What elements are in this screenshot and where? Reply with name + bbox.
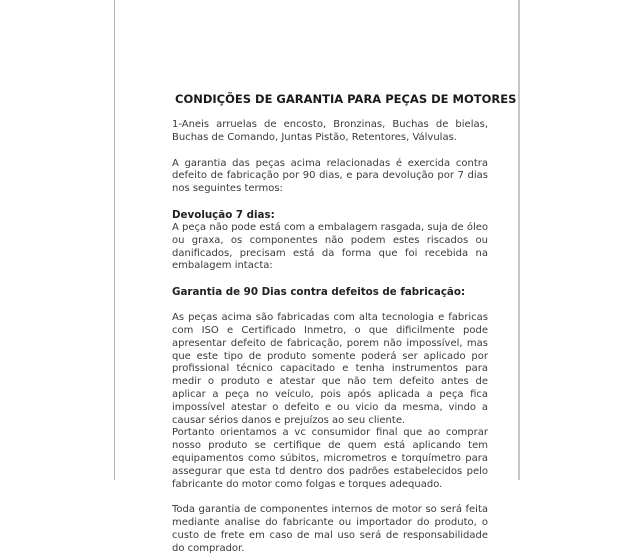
warranty-intro-paragraph: A garantia das peças acima relacionadas é exercida contra defeito de fabricação por 90 dias, e para devolução por 7 dias nos seguintes termos: xyxy=(172,157,488,195)
document-page xyxy=(114,0,520,554)
parts-list-paragraph: 1-Aneis arruelas de encosto, Bronzinas, Buchas de bielas, Buchas de Comando, Juntas Pistão, Retentores, Válvulas. xyxy=(172,119,488,143)
section-body-garantia-90-dias: As peças acima são fabricadas com alta tecnologia e fabricas com ISO e Certificado Inmetro, o que dificilmente pode apresentar defeito de fabricação, porem não impossível, mas que este tipo de produto somente poderá ser aplicado por profissional técnico capacitado e tenha instrumentos para medir o produto e atestar que não tem defeito antes de aplicar a peça no veículo, pois após aplicada a peça fica impossível atestar o defeito e ou vicio da mesma, vindo a causar sérios danos e prejuízos ao seu cliente. xyxy=(172,312,488,426)
section-body-garantia-90-dias-continued: Portanto orientamos a vc consumidor final que ao comprar nosso produto se certifique de quem está aplicando tem equipamentos como súbitos, micrometros e torquímetro para assegurar que esta td dentro dos padrões estabelecidos pelo fabricante do motor como folgas e torques adequado. xyxy=(172,427,488,490)
page-title: CONDIÇÕES DE GARANTIA PARA PEÇAS DE MOTORES xyxy=(175,92,517,106)
section-heading-devolucao-7-dias: Devolução 7 dias: xyxy=(172,208,275,221)
section-heading-garantia-90-dias: Garantia de 90 Dias contra defeitos de fabricação: xyxy=(172,286,466,299)
closing-note-paragraph: Toda garantia de componentes internos de motor so será feita mediante analise do fabricante ou importador do produto, o custo de frete em caso de mal uso será de responsabilidade do comprador. xyxy=(172,504,488,554)
document-content xyxy=(115,0,518,556)
section-body-devolucao-7-dias: A peça não pode está com a embalagem rasgada, suja de óleo ou graxa, os componentes não podem estes riscados ou danificados, precisam está da forma que foi recebida na embalagem intacta: xyxy=(172,221,488,272)
